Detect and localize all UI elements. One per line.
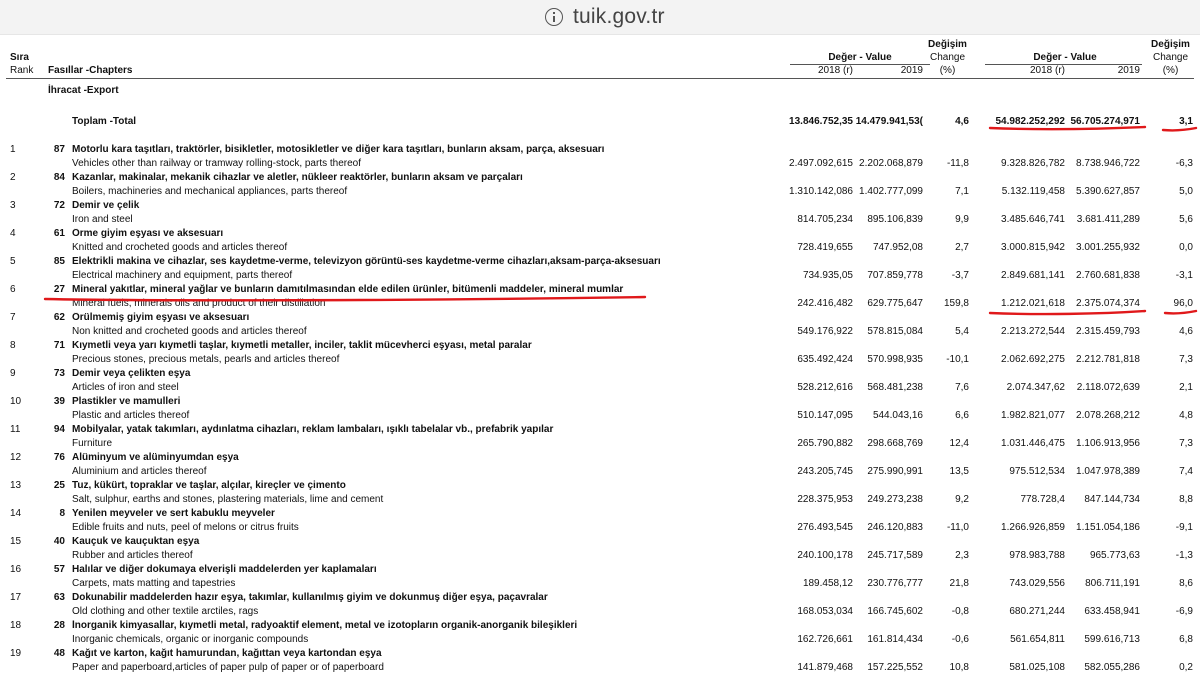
chapter-name-tr: Tuz, kükürt, topraklar ve taşlar, alçılar, kireçler ve çimento xyxy=(72,480,346,491)
rank-cell: 9 xyxy=(10,368,16,379)
chapter-code: 48 xyxy=(53,648,65,659)
value-2019-month: 1.402.777,099 xyxy=(859,186,923,197)
chapter-name-tr: Demir ve çelik xyxy=(72,200,140,211)
chapter-name-tr: Halılar ve diğer dokumaya elverişli maddelerden yer kaplamaları xyxy=(72,564,377,575)
rank-cell: 10 xyxy=(10,396,22,407)
value-2019-month: 568.481,238 xyxy=(867,382,923,393)
rank-cell: 4 xyxy=(10,228,16,239)
value-2018-cumulative: 680.271,244 xyxy=(1009,606,1065,617)
chapter-code: 40 xyxy=(53,536,65,547)
url-text[interactable]: tuik.gov.tr xyxy=(573,5,665,28)
value-2019-month: 707.859,778 xyxy=(867,270,923,281)
chapter-name-en: Iron and steel xyxy=(72,214,133,225)
value-2018-month: 276.493,545 xyxy=(797,522,853,533)
change-month: 10,8 xyxy=(949,662,969,673)
value-2018-month: 528.212,616 xyxy=(797,382,853,393)
value-2019-cumulative: 582.055,286 xyxy=(1084,662,1140,673)
value-2018-month: 635.492,424 xyxy=(797,354,853,365)
rank-cell: 15 xyxy=(10,536,22,547)
change-month: -10,1 xyxy=(946,354,969,365)
change-cumulative: 7,4 xyxy=(1179,466,1193,477)
chapter-code: 25 xyxy=(53,480,65,491)
change-cumulative: 0,0 xyxy=(1179,242,1193,253)
section-label: İhracat -Export xyxy=(48,85,119,96)
total-2019-month: 14.479.941,53( xyxy=(855,116,923,127)
change-header-en-left: Change xyxy=(929,52,966,63)
value-2018-month: 510.147,095 xyxy=(797,410,853,421)
change-header-en-right: Change xyxy=(1152,52,1189,63)
value-2019-month: 895.106,839 xyxy=(867,214,923,225)
chapter-code: 28 xyxy=(53,620,65,631)
rank-cell: 1 xyxy=(10,144,16,155)
chapter-code: 87 xyxy=(53,144,65,155)
chapter-name-tr: Demir veya çelikten eşya xyxy=(72,368,191,379)
chapter-name-tr: Kazanlar, makinalar, mekanik cihazlar ve aletler, nükleer reaktörler, bunların aksam ve parçaları xyxy=(72,172,523,183)
chapter-name-en: Inorganic chemicals, organic or inorganic compounds xyxy=(72,634,309,645)
change-month: -0,6 xyxy=(951,634,969,645)
chapter-code: 63 xyxy=(53,592,65,603)
rank-cell: 11 xyxy=(10,424,21,435)
value-2018-cumulative: 978.983,788 xyxy=(1009,550,1065,561)
value-2018-cumulative: 581.025,108 xyxy=(1009,662,1065,673)
value-2019-cumulative: 806.711,191 xyxy=(1085,578,1140,589)
chapter-name-en: Furniture xyxy=(72,438,113,449)
rank-cell: 8 xyxy=(10,340,16,351)
chapter-code: 8 xyxy=(59,508,65,519)
rank-cell: 18 xyxy=(10,620,22,631)
chapter-code: 71 xyxy=(53,340,65,351)
value-2018-cumulative: 2.849.681,141 xyxy=(1001,270,1065,281)
chapter-name-tr: Motorlu kara taşıtları, traktörler, bisikletler, motosikletler ve diğer kara taşıtları, bunların aksam, parça, aksesuarı xyxy=(72,144,605,155)
total-2019-cumulative: 56.705.274,971 xyxy=(1070,116,1140,127)
value-header-left: Değer - Value xyxy=(828,52,892,63)
value-2019-cumulative: 5.390.627,857 xyxy=(1076,186,1140,197)
year1-header-right: 2018 (r) xyxy=(1029,65,1065,76)
value-2018-cumulative: 778.728,4 xyxy=(1020,494,1065,505)
value-2019-month: 161.814,434 xyxy=(867,634,923,645)
chapter-name-en: Vehicles other than railway or tramway rolling-stock, parts thereof xyxy=(72,158,362,169)
rank-cell: 16 xyxy=(10,564,22,575)
value-2019-cumulative: 2.078.268,212 xyxy=(1076,410,1140,421)
value-2019-cumulative: 3.681.411,289 xyxy=(1076,214,1140,225)
chapter-name-tr: Alüminyum ve alüminyumdan eşya xyxy=(72,452,239,463)
change-month: 6,6 xyxy=(955,410,969,421)
value-2019-cumulative: 599.616,713 xyxy=(1084,634,1140,645)
value-2019-cumulative: 2.212.781,818 xyxy=(1076,354,1140,365)
chapter-name-en: Paper and paperboard,articles of paper pulp of paper or of paperboard xyxy=(72,662,384,673)
year1-header-left: 2018 (r) xyxy=(817,65,853,76)
chapter-name-en: Rubber and articles thereof xyxy=(72,550,193,561)
rank-cell: 17 xyxy=(10,592,22,603)
value-2018-month: 814.705,234 xyxy=(797,214,853,225)
chapter-code: 72 xyxy=(53,200,65,211)
underline-row6-cumulative xyxy=(990,311,1145,314)
rank-cell: 3 xyxy=(10,200,16,211)
value-2018-month: 141.879,468 xyxy=(797,662,853,673)
chapter-name-tr: İnorganik kimyasallar, kıymetli metal, radyoaktif element, metal ve izotopların organik-anorganik bileşikleri xyxy=(72,620,578,631)
change-cumulative: 5,0 xyxy=(1179,186,1193,197)
rank-cell: 7 xyxy=(10,312,16,323)
chapter-name-en: Articles of iron and steel xyxy=(72,382,179,393)
value-2018-month: 162.726,661 xyxy=(797,634,853,645)
value-header-right: Değer - Value xyxy=(1033,52,1097,63)
chapter-name-en: Precious stones, precious metals, pearls and articles thereof xyxy=(72,354,340,365)
rank-cell: 13 xyxy=(10,480,22,491)
value-2019-month: 629.775,647 xyxy=(867,298,923,309)
value-2018-cumulative: 3.485.646,741 xyxy=(1001,214,1065,225)
total-change-month: 4,6 xyxy=(955,116,969,127)
value-2019-month: 2.202.068,879 xyxy=(859,158,923,169)
value-2019-cumulative: 2.315.459,793 xyxy=(1076,326,1140,337)
value-2018-cumulative: 9.328.826,782 xyxy=(1001,158,1065,169)
change-month: 159,8 xyxy=(943,298,969,309)
change-cumulative: -3,1 xyxy=(1175,270,1193,281)
rank-cell: 6 xyxy=(10,284,16,295)
value-divider-right xyxy=(985,64,1142,65)
total-2018-month: 13.846.752,35 xyxy=(789,116,853,127)
chapter-name-tr: Kağıt ve karton, kağıt hamurundan, kağıttan veya kartondan eşya xyxy=(72,648,382,659)
chapter-name-tr: Kıymetli veya yarı kıymetli taşlar, kıymetli metaller, inciler, taklit mücevherci eşyası, metal paralar xyxy=(72,340,532,351)
change-cumulative: 7,3 xyxy=(1179,438,1193,449)
value-2018-month: 734.935,05 xyxy=(802,270,853,281)
change-cumulative: 2,1 xyxy=(1179,382,1193,393)
chapter-code: 62 xyxy=(53,312,65,323)
underline-row6-change xyxy=(1165,311,1196,313)
change-month: 5,4 xyxy=(955,326,969,337)
change-header-tr-left: Değişim xyxy=(928,39,967,50)
value-2018-cumulative: 2.213.272,544 xyxy=(1001,326,1065,337)
value-2018-cumulative: 5.132.119,458 xyxy=(1001,186,1065,197)
chapter-name-en: Old clothing and other textile arctiles, rags xyxy=(72,606,259,617)
change-cumulative: -1,3 xyxy=(1175,550,1193,561)
change-cumulative: -6,3 xyxy=(1175,158,1193,169)
change-month: 2,3 xyxy=(955,550,969,561)
change-month: 12,4 xyxy=(949,438,969,449)
change-unit-left: (%) xyxy=(939,65,956,76)
change-cumulative: 96,0 xyxy=(1173,298,1193,309)
value-2018-cumulative: 1.266.926,859 xyxy=(1001,522,1065,533)
chapter-name-tr: Mobilyalar, yatak takımları, aydınlatma cihazları, reklam lambaları, ışıklı tabelalar vb., prefabrik yapılar xyxy=(72,424,554,435)
value-2018-month: 242.416,482 xyxy=(797,298,853,309)
value-2019-month: 157.225,552 xyxy=(867,662,923,673)
value-2018-cumulative: 2.062.692,275 xyxy=(1001,354,1065,365)
chapter-name-en: Plastic and articles thereof xyxy=(72,410,190,421)
value-2018-month: 240.100,178 xyxy=(797,550,853,561)
chapter-name-en: Electrical machinery and equipment, parts thereof xyxy=(72,270,293,281)
change-month: -0,8 xyxy=(951,606,969,617)
chapter-name-tr: Yenilen meyveler ve sert kabuklu meyveler xyxy=(72,508,275,519)
change-cumulative: -9,1 xyxy=(1175,522,1193,533)
change-month: 9,9 xyxy=(955,214,969,225)
change-month: 2,7 xyxy=(955,242,969,253)
change-header-tr-right: Değişim xyxy=(1151,39,1190,50)
change-unit-right: (%) xyxy=(1162,65,1179,76)
value-2018-cumulative: 1.031.446,475 xyxy=(1001,438,1065,449)
chapter-name-tr: Kauçuk ve kauçuktan eşya xyxy=(72,536,200,547)
value-2018-month: 243.205,745 xyxy=(797,466,853,477)
change-month: -3,7 xyxy=(951,270,969,281)
value-2019-cumulative: 2.760.681,838 xyxy=(1076,270,1140,281)
value-2019-cumulative: 633.458,941 xyxy=(1084,606,1140,617)
value-2018-cumulative: 975.512,534 xyxy=(1009,466,1065,477)
chapter-code: 76 xyxy=(53,452,65,463)
value-2019-month: 544.043,16 xyxy=(872,410,923,421)
chapter-name-en: Non knitted and crocheted goods and articles thereof xyxy=(72,326,307,337)
chapter-code: 57 xyxy=(53,564,65,575)
chapter-code: 39 xyxy=(53,396,65,407)
change-cumulative: 4,6 xyxy=(1179,326,1193,337)
value-2019-month: 275.990,991 xyxy=(867,466,923,477)
chapter-name-en: Boilers, machineries and mechanical appliances, parts thereof xyxy=(72,186,348,197)
value-2018-month: 549.176,922 xyxy=(797,326,853,337)
rank-header-en: Rank xyxy=(10,65,34,76)
change-cumulative: 4,8 xyxy=(1179,410,1193,421)
value-2018-month: 2.497.092,615 xyxy=(789,158,853,169)
change-cumulative: -6,9 xyxy=(1175,606,1193,617)
chapter-code: 94 xyxy=(53,424,65,435)
value-2019-cumulative: 2.118.072,639 xyxy=(1076,382,1140,393)
value-2019-month: 245.717,589 xyxy=(867,550,923,561)
chapter-code: 27 xyxy=(53,284,65,295)
value-2019-cumulative: 847.144,734 xyxy=(1084,494,1140,505)
chapter-code: 61 xyxy=(53,228,65,239)
change-month: 9,2 xyxy=(955,494,969,505)
rank-cell: 12 xyxy=(10,452,22,463)
value-2019-month: 249.273,238 xyxy=(867,494,923,505)
value-2019-month: 747.952,08 xyxy=(872,242,923,253)
value-2019-month: 246.120,883 xyxy=(867,522,923,533)
total-label: Toplam -Total xyxy=(72,116,137,127)
rank-cell: 19 xyxy=(10,648,22,659)
rank-cell: 14 xyxy=(10,508,22,519)
chapter-name-en: Knitted and crocheted goods and articles thereof xyxy=(72,242,288,253)
change-month: 21,8 xyxy=(949,578,969,589)
value-2018-month: 1.310.142,086 xyxy=(789,186,853,197)
chapters-header: Fasıllar -Chapters xyxy=(48,65,133,76)
chapter-name-tr: Örme giyim eşyası ve aksesuarı xyxy=(72,228,224,239)
value-2018-cumulative: 1.982.821,077 xyxy=(1001,410,1065,421)
rank-cell: 2 xyxy=(10,172,16,183)
chapter-name-tr: Mineral yakıtlar, mineral yağlar ve bunların damıtılmasından elde edilen ürünler, bitümenli maddeler, mineral mumlar xyxy=(72,284,624,295)
header-divider xyxy=(6,78,1194,79)
underline-total-change xyxy=(1163,128,1196,130)
year2-header-left: 2019 xyxy=(900,65,923,76)
value-2019-cumulative: 1.106.913,956 xyxy=(1076,438,1140,449)
value-2019-cumulative: 1.151.054,186 xyxy=(1076,522,1140,533)
value-2019-month: 298.668,769 xyxy=(867,438,923,449)
value-2018-cumulative: 561.654,811 xyxy=(1010,634,1065,645)
chapter-name-en: Salt, sulphur, earths and stones, plastering materials, lime and cement xyxy=(72,494,384,505)
value-2018-month: 265.790,882 xyxy=(797,438,853,449)
value-divider-left xyxy=(790,64,930,65)
chapter-name-en: Aluminium and articles thereof xyxy=(72,466,207,477)
total-change-cumulative: 3,1 xyxy=(1179,116,1193,127)
change-cumulative: 0,2 xyxy=(1179,662,1193,673)
value-2019-cumulative: 1.047.978,389 xyxy=(1076,466,1140,477)
chapter-name-tr: Plastikler ve mamulleri xyxy=(72,396,181,407)
chapter-name-en: Mineral fuels, minerals oils and product of their distillation xyxy=(72,298,326,309)
value-2019-month: 230.776,777 xyxy=(867,578,923,589)
value-2018-cumulative: 743.029,556 xyxy=(1009,578,1065,589)
browser-url-bar[interactable] xyxy=(0,0,1200,35)
value-2019-month: 166.745,602 xyxy=(867,606,923,617)
change-cumulative: 8,6 xyxy=(1179,578,1193,589)
value-2019-cumulative: 3.001.255,932 xyxy=(1076,242,1140,253)
chapter-code: 73 xyxy=(53,368,65,379)
chapter-code: 84 xyxy=(53,172,65,183)
change-cumulative: 8,8 xyxy=(1179,494,1193,505)
value-2019-cumulative: 8.738.946,722 xyxy=(1076,158,1140,169)
value-2019-cumulative: 2.375.074,374 xyxy=(1076,298,1140,309)
value-2018-month: 168.053,034 xyxy=(797,606,853,617)
total-2018-cumulative: 54.982.252,292 xyxy=(995,116,1065,127)
chapter-name-en: Carpets, mats matting and tapestries xyxy=(72,578,236,589)
value-2018-month: 228.375,953 xyxy=(797,494,853,505)
value-2018-cumulative: 1.212.021,618 xyxy=(1001,298,1065,309)
value-2018-cumulative: 2.074.347,62 xyxy=(1006,382,1065,393)
value-2019-month: 570.998,935 xyxy=(867,354,923,365)
value-2019-month: 578.815,084 xyxy=(867,326,923,337)
rank-header-tr: Sıra xyxy=(10,52,29,63)
change-month: 7,1 xyxy=(955,186,969,197)
info-icon[interactable] xyxy=(545,8,563,26)
value-2018-month: 728.419,655 xyxy=(797,242,853,253)
change-cumulative: 6,8 xyxy=(1179,634,1193,645)
chapter-name-tr: Dokunabilir maddelerden hazır eşya, takımlar, kullanılmış giyim ve dokunmuş diğer eşya, paçavralar xyxy=(72,592,548,603)
change-month: 7,6 xyxy=(955,382,969,393)
value-2019-cumulative: 965.773,63 xyxy=(1089,550,1140,561)
value-2018-month: 189.458,12 xyxy=(802,578,853,589)
change-cumulative: 7,3 xyxy=(1179,354,1193,365)
rank-cell: 5 xyxy=(10,256,16,267)
chapter-name-tr: Elektrikli makina ve cihazlar, ses kaydetme-verme, televizyon görüntü-ses kaydetme-verme cihazları,aksam-parça-aksesuarı xyxy=(72,256,661,267)
chapter-name-en: Edible fruits and nuts, peel of melons or citrus fruits xyxy=(72,522,299,533)
value-2018-cumulative: 3.000.815,942 xyxy=(1001,242,1065,253)
change-month: 13,5 xyxy=(949,466,969,477)
change-month: -11,8 xyxy=(946,158,969,169)
change-cumulative: 5,6 xyxy=(1179,214,1193,225)
chapter-name-tr: Örülmemiş giyim eşyası ve aksesuarı xyxy=(72,312,250,323)
change-month: -11,0 xyxy=(946,522,969,533)
chapter-code: 85 xyxy=(53,256,65,267)
year2-header-right: 2019 xyxy=(1117,65,1140,76)
